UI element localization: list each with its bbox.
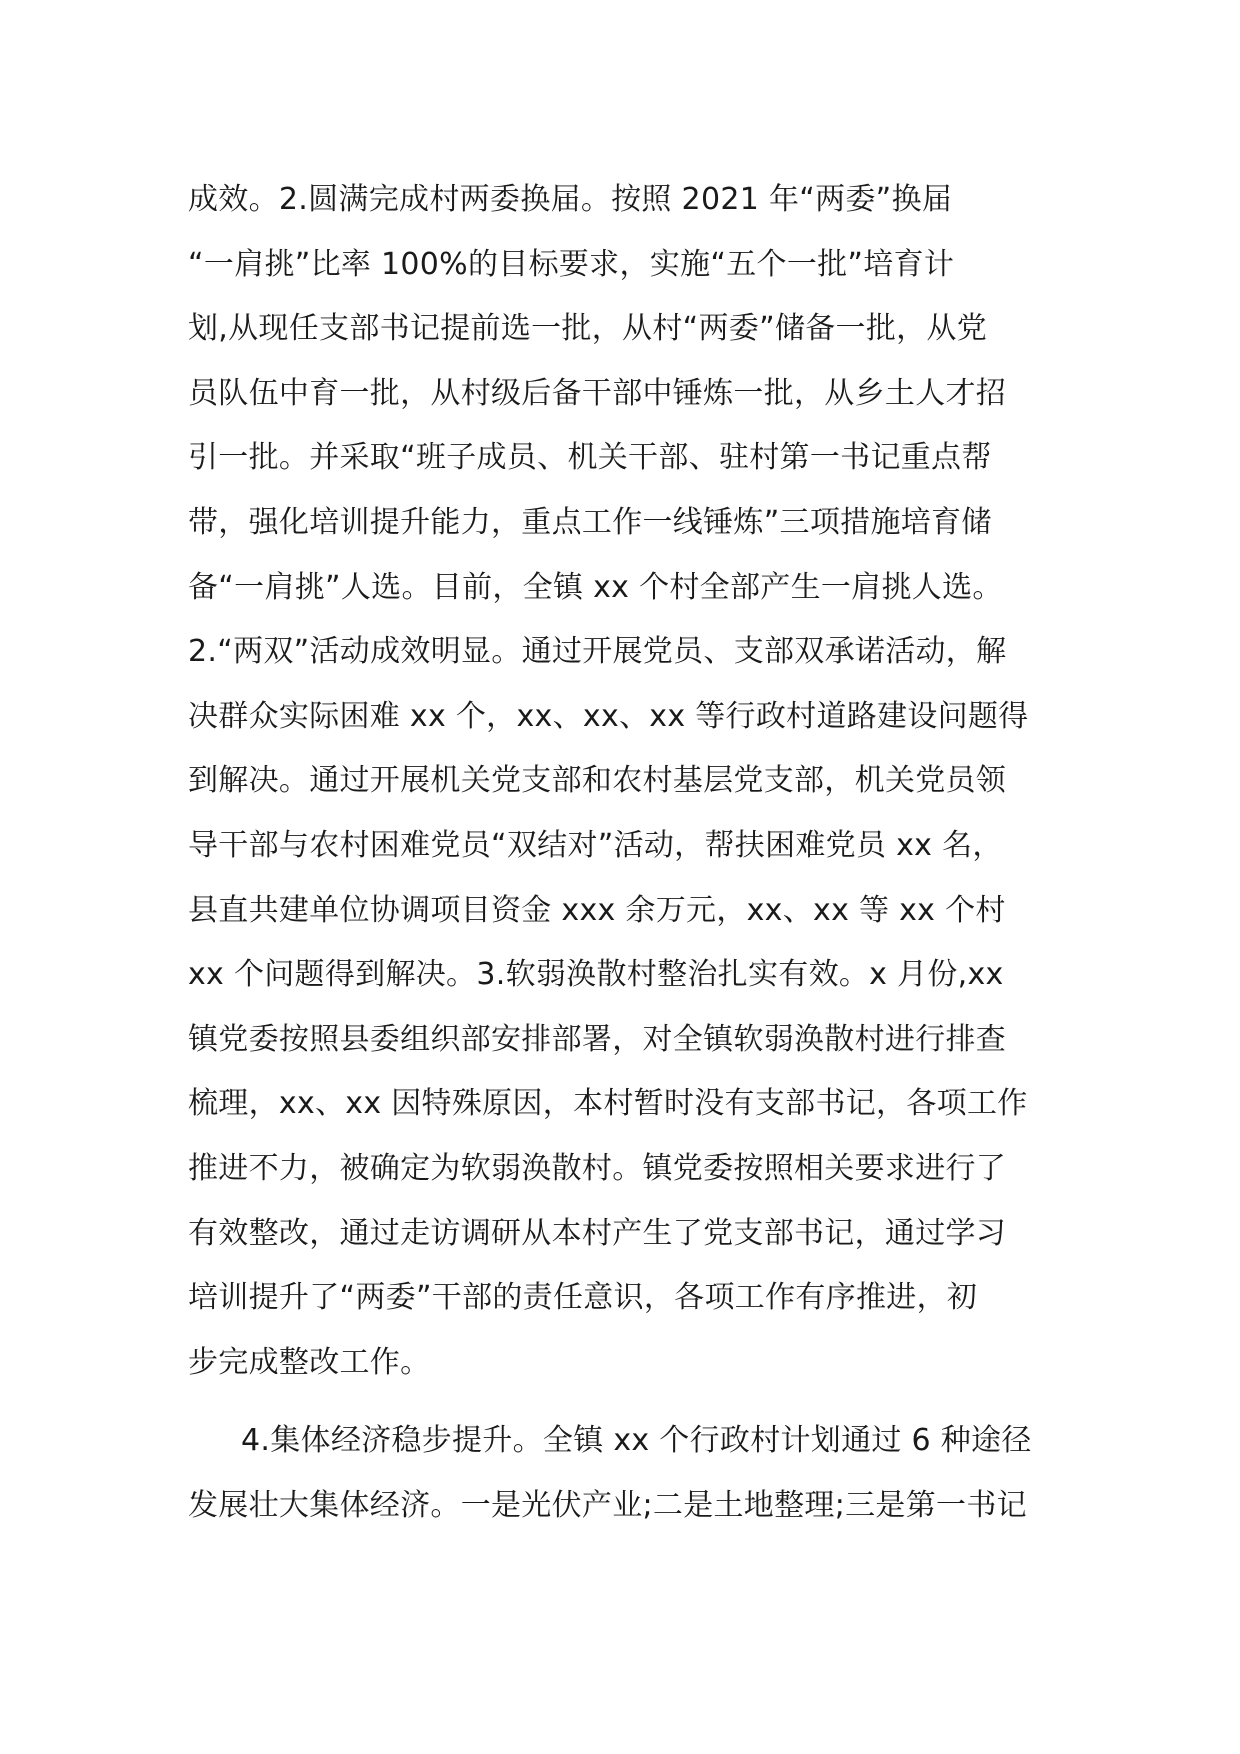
text-line: 县直共建单位协调项目资金 xxx 余万元，xx、xx 等 xx 个村 [188,892,1006,928]
text-line: 引一批。并采取“班子成员、机关干部、驻村第一书记重点帮 [188,440,992,476]
text-line: 有效整改，通过走访调研从本村产生了党支部书记，通过学习 [188,1215,1007,1251]
text-line: 梳理，xx、xx 因特殊原因，本村暂时没有支部书记，各项工作 [188,1086,1028,1122]
text-line: xx 个问题得到解决。3.软弱涣散村整治扎实有效。x 月份,xx [188,957,1004,993]
text-line: 镇党委按照县委组织部安排部署，对全镇软弱涣散村进行排查 [188,1021,1007,1057]
text-line: 到解决。通过开展机关党支部和农村基层党支部，机关党员领 [188,763,1007,799]
text-line: “一肩挑”比率 100%的目标要求，实施“五个一批”培育计 [188,246,955,282]
body-text [188,168,1068,1538]
text-line: 员队伍中育一批，从村级后备干部中锤炼一批，从乡土人才招 [188,375,1007,411]
text-line: 成效。2.圆满完成村两委换届。按照 2021 年“两委”换届 [188,182,953,217]
text-line: 步完成整改工作。 [188,1344,431,1380]
text-line: 导干部与农村困难党员“双结对”活动，帮扶困难党员 xx 名， [188,827,1003,863]
text-line: 发展壮大集体经济。一是光伏产业;二是土地整理;三是第一书记 [188,1487,1027,1523]
text-line: 推进不力，被确定为软弱涣散村。镇党委按照相关要求进行了 [188,1150,1007,1186]
text-line: 备“一肩挑”人选。目前，全镇 xx 个村全部产生一肩挑人选。 [188,569,1003,605]
paragraph-gap [188,1395,1068,1409]
text-line: 2.“两双”活动成效明显。通过开展党员、支部双承诺活动，解 [188,634,1007,670]
text-line: 4.集体经济稳步提升。全镇 xx 个行政村计划通过 6 种途径 [241,1423,1032,1459]
text-line: 带，强化培训提升能力，重点工作一线锤炼”三项措施培育储 [188,504,992,540]
text-line: 划,从现任支部书记提前选一批，从村“两委”储备一批，从党 [188,311,988,347]
text-line: 培训提升了“两委”干部的责任意识，各项工作有序推进，初 [188,1280,978,1316]
text-line: 决群众实际困难 xx 个，xx、xx、xx 等行政村道路建设问题得 [188,698,1029,734]
